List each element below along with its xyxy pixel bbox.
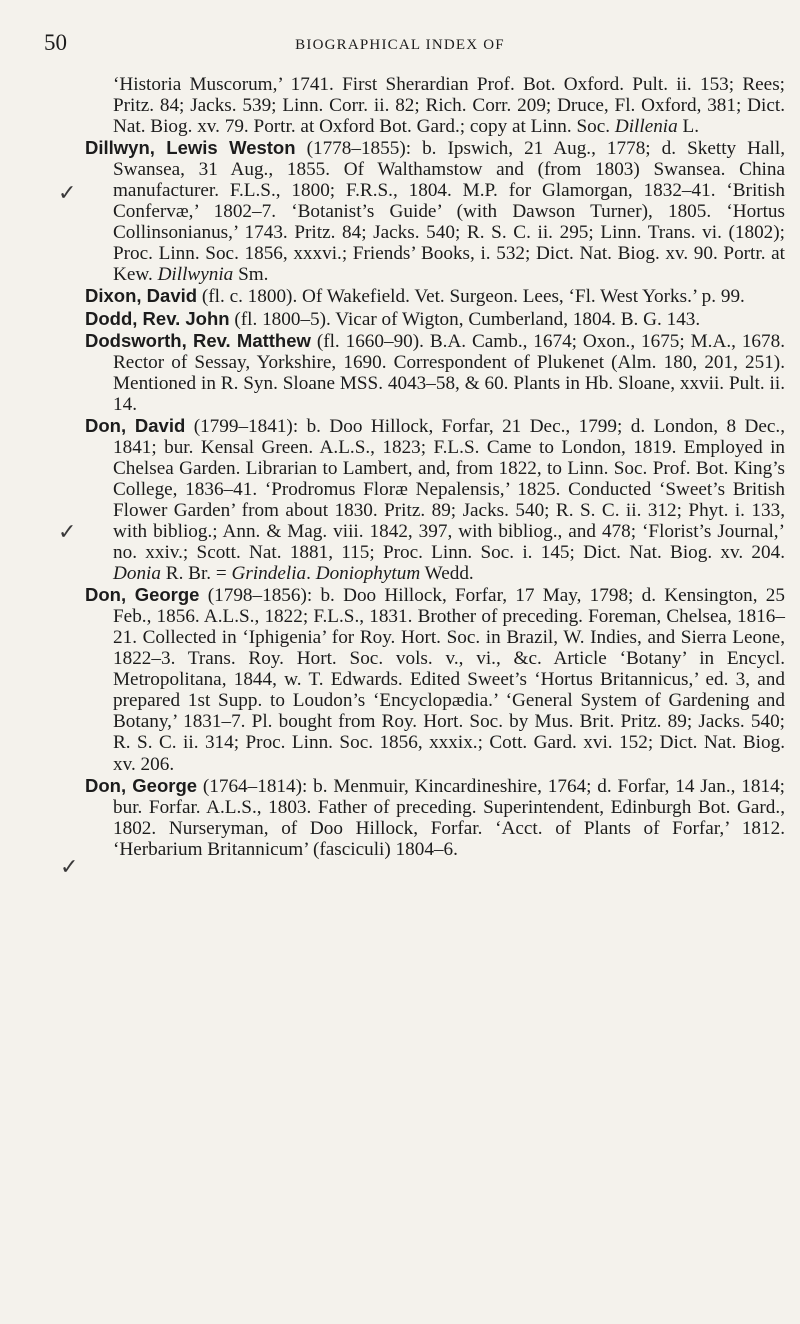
entry-body: (fl. c. 1800). Of Wakefield. Vet. Surgeon. Lees, ‘Fl. West Yorks.’ p. 99. [197, 286, 745, 308]
entry-dillwyn [85, 137, 785, 285]
entry-don-david [85, 415, 785, 584]
entry-dodd [85, 308, 785, 330]
margin-tick-mark: ✓ [58, 181, 77, 206]
headword: Dillwyn, Lewis Weston [85, 137, 296, 159]
entry-body: (1778–1855): b. Ipswich, 21 Aug., 1778; d. Sketty Hall, Swansea, 31 Aug., 1855. Of Walthamstow and (from 1803) Swansea. China manufacturer. F.L.S., 1800; F.R.S., 1804. M.P. for Glamorgan, 1832–41. ‘British Confervæ,’ 1802–7. ‘Botanist’s Guide’ (with Dawson Turner), 1805. ‘Hortus Collinsonianus,’ 1743. Pritz. 84; Jacks. 540; R. S. C. ii. 295; Linn. Trans. vi. (1802); Proc. Linn. Soc. 1856, xxxvi.; Friends’ Books, i. 532; Dict. Nat. Biog. xv. 90. Portr. at Kew. [113, 138, 785, 286]
entry-dodsworth [85, 330, 785, 415]
headword: Don, George [85, 584, 200, 606]
eponym-authority: R. Br. = [160, 563, 232, 585]
entry-body: ‘Historia Muscorum,’ 1741. First Sherardian Prof. Bot. Oxford. Pult. ii. 153; Rees; Pritz. 84; Jacks. 539; Linn. Corr. ii. 82; Rich. Corr. 209; Druce, Fl. Oxford, 381; Dict. Nat. Biog. xv. 79. Portr. at Oxford Bot. Gard.; copy at Linn. Soc. [113, 74, 785, 138]
headword: Dodd, Rev. John [85, 307, 230, 329]
entry-body: (1798–1856): b. Doo Hillock, Forfar, 17 May, 1798; d. Kensington, 25 Feb., 1856. A.L.S., 1822; F.L.S., 1831. Brother of preceding. Foreman, Chelsea, 1816–21. Collected in ‘Iphigenia’ for Roy. Hort. Soc. in Brazil, W. Indies, and Sierra Leone, 1822–3. Trans. Roy. Hort. Soc. vols. v., vi., &c. Article ‘Botany’ in Encycl. Metropolitana, 1844, w. T. Edwards. Edited Sweet’s ‘Hortus Britannicus,’ ed. 3, and prepared 1st Supp. to Loudon’s ‘Encyclopædia.’ ‘General System of Gardening and Botany,’ 1831–7. Pl. bought from Roy. Hort. Soc. by Mus. Brit. Pritz. 89; Jacks. 540; R. S. C. ii. 314; Proc. Linn. Soc. 1856, xxxix.; Cott. Gard. xvi. 152; Dict. Nat. Biog. xv. 206. [113, 585, 785, 775]
margin-tick-mark: ✓ [58, 520, 77, 545]
headword: Dixon, David [85, 285, 198, 307]
eponym: Grindelia [231, 563, 307, 585]
eponym: Doniophytum [315, 563, 421, 585]
page-number: 50 [44, 30, 67, 55]
entry-body: (fl. 1660–90). B.A. Camb., 1674; Oxon., 1675; M.A., 1678. Rector of Sessay, Yorkshire, 1690. Correspondent of Plukenet (Alm. 180, 201, 251). Mentioned in R. Syn. Sloane MSS. 4043–58, & 60. Plants in Hb. Sloane, xxvii. Pult. ii. 14. [113, 330, 785, 415]
headword: Don, David [85, 414, 186, 436]
entry-body: (1764–1814): b. Menmuir, Kincardineshire, 1764; d. Forfar, 14 Jan., 1814; bur. Forfar. A.L.S., 1803. Father of preceding. Superintendent, Edinburgh Bot. Gard., 1802. Nurseryman, of Doo Hillock, Forfar. ‘Acct. of Plants of Forfar,’ 1812. ‘Herbarium Britannicum’ (fasciculi) 1804–6. [113, 775, 785, 860]
headword: Dodsworth, Rev. Matthew [85, 329, 311, 351]
index-column [85, 74, 785, 860]
entry-historia-continuation [85, 74, 785, 137]
entry-don-george-1798 [85, 584, 785, 774]
eponym-authority: Sm. [233, 264, 269, 286]
entry-don-george-1764 [85, 775, 785, 860]
entry-body: (1799–1841): b. Doo Hillock, Forfar, 21 Dec., 1799; d. London, 8 Dec., 1841; bur. Kensal Green. A.L.S., 1823; F.L.S. Came to London, 1819. Employed in Chelsea Garden. Librarian to Lambert, and, from 1822, to Linn. Soc. Prof. Bot. King’s College, 1836–41. ‘Prodromus Floræ Nepalensis,’ 1825. Conducted ‘Sweet’s British Flower Garden’ from about 1830. Pritz. 89; Jacks. 540; R. S. C. ii. 312; Phyt. i. 133, with bibliog.; Ann. & Mag. viii. 1842, 397, with bibliog., and 478; ‘Florist’s Journal,’ no. xxiv.; Scott. Nat. 1881, 115; Proc. Linn. Soc. i. 145; Dict. Nat. Biog. xv. 204. [113, 415, 786, 564]
eponym: Dillenia [614, 116, 678, 138]
eponym: Dillwynia [157, 264, 234, 286]
running-head: BIOGRAPHICAL INDEX OF [295, 37, 505, 53]
eponym-separator: . [306, 563, 316, 585]
margin-tick-mark: ✓ [60, 855, 79, 880]
eponym: Donia [113, 563, 161, 585]
headword: Don, George [85, 774, 198, 796]
eponym-authority: L. [677, 116, 700, 138]
entry-body: (fl. 1800–5). Vicar of Wigton, Cumberland, 1804. B. G. 143. [229, 308, 701, 330]
eponym-authority: Wedd. [420, 563, 474, 585]
entry-dixon [85, 285, 785, 307]
